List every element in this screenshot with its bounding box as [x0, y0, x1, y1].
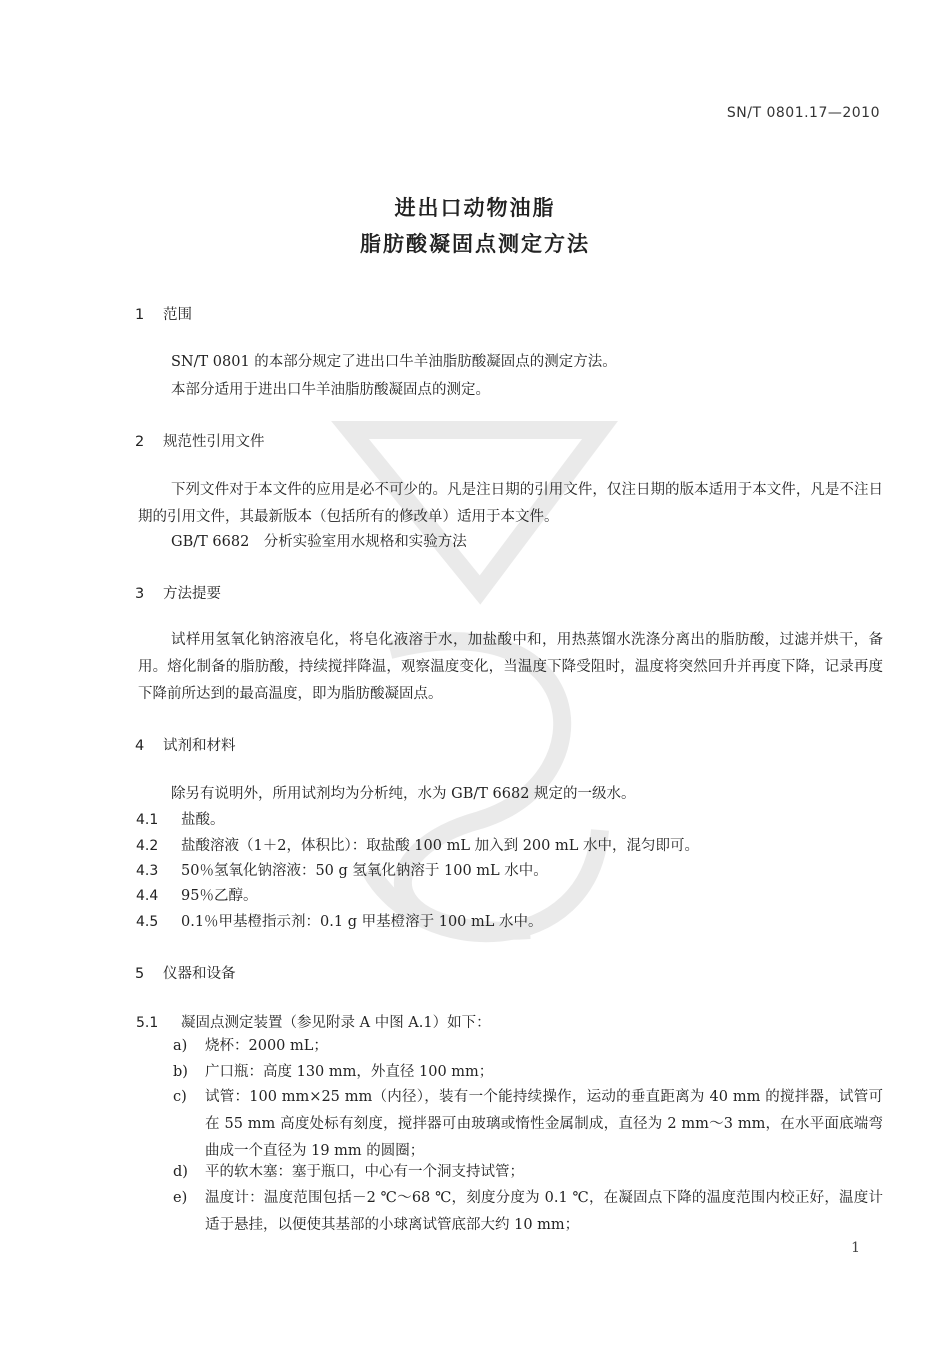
title-line-2: 脂肪酸凝固点测定方法 — [360, 232, 590, 256]
section-heading-1 — [135, 303, 192, 324]
item-text: 50％氢氧化钠溶液：50 g 氢氧化钠溶于 100 mL 水中。 — [181, 863, 548, 879]
list-item-text: 烧杯：2000 mL； — [205, 1038, 328, 1054]
section-heading-4 — [135, 734, 236, 755]
paragraph: 试样用氢氧化钠溶液皂化，将皂化液溶于水，加盐酸中和，用热蒸馏水洗涤分离出的脂肪酸，过滤并烘干，备用。熔化制备的脂肪酸，持续搅拌降温，观察温度变化，当温度下降受阻时，温度将突然回升并再度下降，记录再度下降前所达到的最高温度，即为脂肪酸凝固点。 — [138, 632, 883, 702]
paragraph: 下列文件对于本文件的应用是必不可少的。凡是注日期的引用文件，仅注日期的版本适用于本文件，凡是不注日期的引用文件，其最新版本（包括所有的修改单）适用于本文件。 — [138, 482, 883, 525]
section-title: 试剂和材料 — [163, 738, 236, 754]
paragraph: SN/T 0801 的本部分规定了进出口牛羊油脂肪酸凝固点的测定方法。 — [171, 354, 617, 370]
list-item-text: 试管：100 mm×25 mm（内径），装有一个能持续操作，运动的垂直距离为 40 mm 的搅拌器，试管可在 55 mm 高度处标有刻度，搅拌器可由玻璃或惰性金属制成，直径为 2 mm～3 mm，在水平面底端弯曲成一个直径为 19 mm 的圆圈； — [205, 1089, 883, 1159]
subsection-5-1 — [136, 1011, 491, 1032]
list-item — [136, 884, 257, 905]
list-item-text: 平的软木塞：塞于瓶口，中心有一个洞支持试管； — [205, 1164, 524, 1180]
item-number: 4.4 — [136, 888, 159, 904]
paragraph: 除另有说明外，所用试剂均为分析纯，水为 GB/T 6682 规定的一级水。 — [171, 786, 636, 802]
reference-item: GB/T 6682 分析实验室用水规格和实验方法 — [171, 534, 467, 550]
section-number: 3 — [135, 586, 145, 602]
section-title: 规范性引用文件 — [163, 434, 265, 450]
section-number: 1 — [135, 307, 145, 323]
item-text: 凝固点测定装置（参见附录 A 中图 A.1）如下： — [181, 1015, 491, 1031]
list-label: e) — [173, 1190, 188, 1206]
item-text: 盐酸。 — [181, 812, 225, 828]
list-label: d) — [173, 1164, 188, 1180]
section-title: 方法提要 — [163, 586, 221, 602]
title-line-1: 进出口动物油脂 — [394, 196, 556, 220]
list-item — [136, 808, 225, 829]
list-item — [136, 859, 548, 880]
item-number: 4.2 — [136, 838, 159, 854]
item-number: 4.5 — [136, 914, 159, 930]
standard-number: SN/T 0801.17—2010 — [726, 105, 880, 121]
section-number: 5 — [135, 966, 145, 982]
item-number: 4.1 — [136, 812, 159, 828]
item-number: 5.1 — [136, 1015, 159, 1031]
item-text: 95％乙醇。 — [181, 888, 258, 904]
section-title: 范围 — [163, 307, 192, 323]
paragraph: 本部分适用于进出口牛羊油脂肪酸凝固点的测定。 — [171, 382, 490, 398]
section-number: 2 — [135, 434, 145, 450]
section-heading-5 — [135, 962, 236, 983]
item-number: 4.3 — [136, 863, 159, 879]
list-label: a) — [173, 1038, 188, 1054]
section-heading-2 — [135, 430, 265, 451]
item-text: 盐酸溶液（1＋2，体积比）：取盐酸 100 mL 加入到 200 mL 水中，混匀即可。 — [181, 838, 699, 854]
section-number: 4 — [135, 738, 145, 754]
list-label: b) — [173, 1064, 188, 1080]
item-text: 0.1％甲基橙指示剂：0.1 g 甲基橙溶于 100 mL 水中。 — [181, 914, 543, 930]
section-title: 仪器和设备 — [163, 966, 236, 982]
page-number: 1 — [851, 1240, 860, 1256]
section-heading-3 — [135, 582, 221, 603]
list-item — [136, 834, 699, 855]
list-item-text: 温度计：温度范围包括－2 ℃～68 ℃，刻度分度为 0.1 ℃，在凝固点下降的温度范围内校正好，温度计适于悬挂，以便使其基部的小球离试管底部大约 10 mm； — [205, 1190, 883, 1233]
list-label: c) — [173, 1089, 187, 1105]
list-item — [136, 910, 543, 931]
list-item-text: 广口瓶：高度 130 mm，外直径 100 mm； — [205, 1064, 494, 1080]
